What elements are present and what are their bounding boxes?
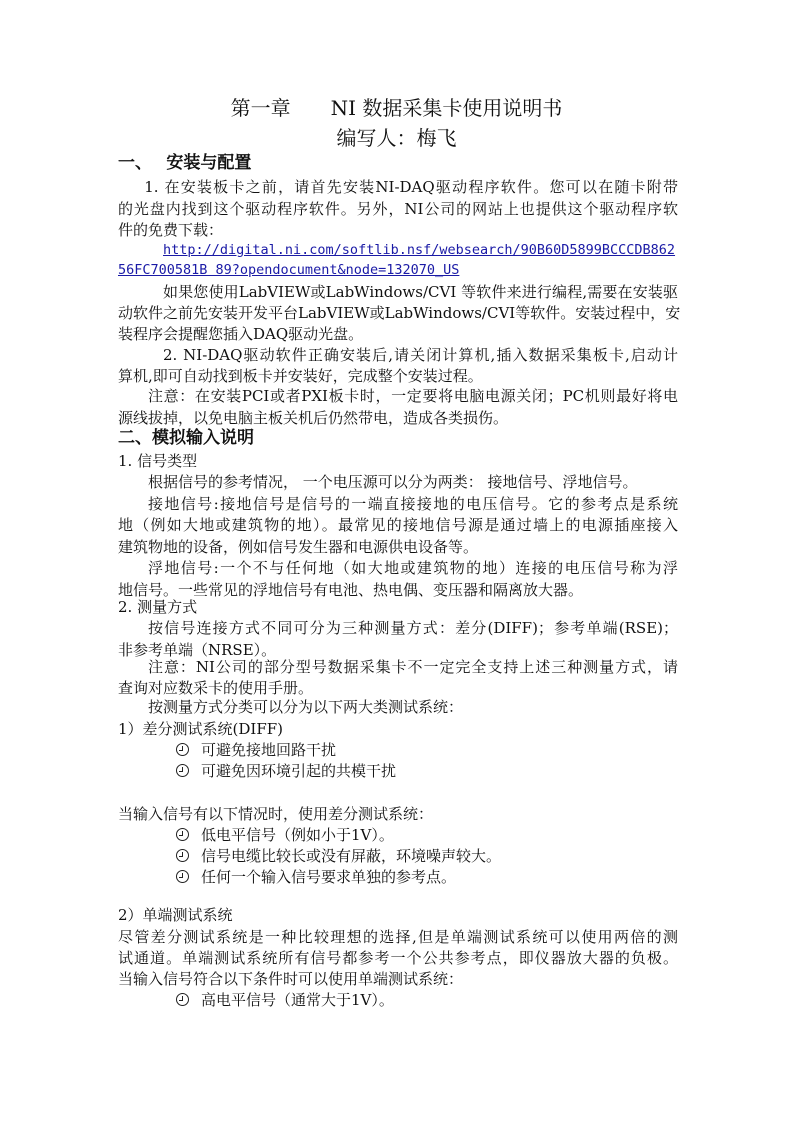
paragraph-line: 按信号连接方式不同可分为三种测量方式：差分(DIFF)；参考单端(RSE)； [148, 619, 678, 637]
paragraph-line: 如果您使用LabVIEW或LabWindows/CVI 等软件来进行编程,需要在安装驱 [163, 283, 678, 301]
clock-bullet-icon [176, 993, 189, 1006]
driver-download-link[interactable]: http://digital.ni.com/softlib.nsf/websearch/90B60D5899BCCCDB862 [163, 242, 676, 258]
bullet-text: 低电平信号（例如小于1V）。 [201, 826, 394, 844]
subheading-single-ended: 2）单端测试系统 [118, 906, 233, 924]
clock-bullet-icon [176, 849, 189, 862]
subheading-measurement: 2. 测量方式 [118, 598, 198, 616]
paragraph-line: 浮地信号:一个不与任何地（如大地或建筑物的地）连接的电压信号称为浮 [148, 559, 678, 577]
paragraph-line: 2. NI-DAQ驱动软件正确安装后,请关闭计算机,插入数据采集板卡,启动计 [163, 346, 678, 364]
section-heading-install: 一、 安装与配置 [118, 153, 252, 173]
bullet-text: 信号电缆比较长或没有屏蔽，环境噪声较大。 [201, 847, 502, 865]
bullet-item [176, 845, 501, 867]
bullet-text: 高电平信号（通常大于1V）。 [201, 991, 394, 1009]
clock-bullet-icon [176, 870, 189, 883]
section-heading-analog-input: 二、模拟输入说明 [118, 428, 254, 448]
paragraph-line: 件的免费下载： [118, 221, 224, 239]
paragraph-line: 算机,即可自动找到板卡并安装好，完成整个安装过程。 [118, 367, 483, 385]
clock-bullet-icon [176, 828, 189, 841]
paragraph-line: 源线拔掉，以免电脑主板关机后仍然带电，造成各类损伤。 [118, 409, 509, 427]
clock-bullet-icon [176, 764, 189, 777]
paragraph-line: 动软件之前先安装开发平台LabVIEW或LabWindows/CVI等软件。安装过程中，安 [118, 304, 681, 322]
subheading-diff: 1）差分测试系统(DIFF) [118, 720, 284, 738]
document-title: 第一章 NI 数据采集卡使用说明书 [230, 96, 563, 120]
paragraph-line: 非参考单端（NRSE）。 [118, 641, 277, 659]
paragraph-line: 注意：在安装PCI或者PXI板卡时，一定要将电脑电源关闭；PC机则最好将电 [148, 387, 678, 405]
paragraph-line: 装程序会提醒您插入DAQ驱动光盘。 [118, 325, 364, 343]
subheading-signal-type: 1. 信号类型 [118, 452, 198, 470]
bullet-text: 任何一个输入信号要求单独的参考点。 [201, 868, 457, 886]
paragraph-line: 当输入信号有以下情况时，使用差分测试系统： [118, 805, 434, 823]
bullet-text: 可避免接地回路干扰 [201, 741, 337, 759]
bullet-text: 可避免因环境引起的共模干扰 [201, 762, 397, 780]
paragraph-line: 地信号。一些常见的浮地信号有电池、热电偶、变压器和隔离放大器。 [118, 581, 584, 599]
paragraph-line: 注意：NI公司的部分型号数据采集卡不一定完全支持上述三种测量方式，请 [148, 658, 678, 676]
paragraph-line: 查询对应数采卡的使用手册。 [118, 679, 314, 697]
paragraph-line: 地（例如大地或建筑物的地）。最常见的接地信号源是通过墙上的电源插座接入 [118, 516, 678, 534]
bullet-item [176, 739, 336, 761]
paragraph-line: 的光盘内找到这个驱动程序软件。另外，NI公司的网站上也提供这个驱动程序软 [118, 200, 678, 218]
bullet-item [176, 824, 394, 846]
bullet-item [176, 989, 394, 1011]
document-author: 编写人：梅飞 [336, 126, 457, 150]
paragraph-line: 根据信号的参考情况， 一个电压源可以分为两类： 接地信号、浮地信号。 [148, 473, 638, 491]
bullet-item [176, 866, 456, 888]
driver-download-link-cont[interactable]: 56FC700581B 89?opendocument&node=132070_US [118, 262, 460, 278]
clock-bullet-icon [176, 743, 189, 756]
paragraph-line: 当输入信号符合以下条件时可以使用单端测试系统： [118, 970, 464, 988]
paragraph-line: 按测量方式分类可以分为以下两大类测试系统： [148, 698, 464, 716]
bullet-item [176, 760, 396, 782]
paragraph-line: 接地信号:接地信号是信号的一端直接接地的电压信号。它的参考点是系统 [148, 495, 678, 513]
paragraph-line: 1. 在安装板卡之前，请首先安装NI-DAQ驱动程序软件。您可以在随卡附带 [128, 178, 678, 196]
paragraph-line: 试通道。单端测试系统所有信号都参考一个公共参考点，即仪器放大器的负极。 [118, 949, 678, 967]
paragraph-line: 建筑物地的设备，例如信号发生器和电源供电设备等。 [118, 538, 479, 556]
paragraph-line: 尽管差分测试系统是一种比较理想的选择,但是单端测试系统可以使用两倍的测 [118, 928, 678, 946]
